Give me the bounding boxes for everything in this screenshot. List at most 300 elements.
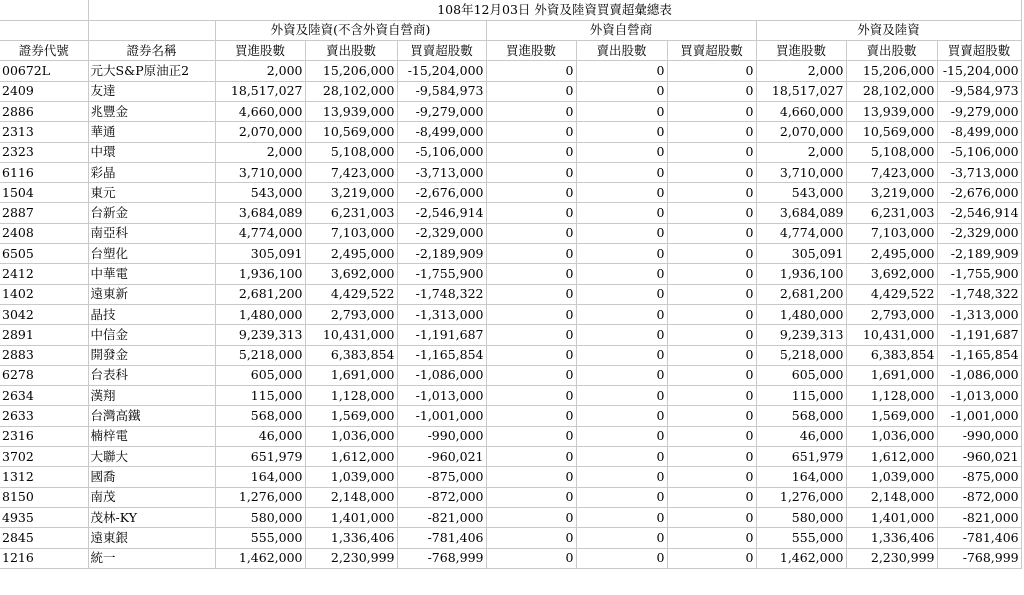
- cell-total-buy[interactable]: 3,684,089: [756, 203, 846, 223]
- cell-dealer-net[interactable]: 0: [667, 264, 756, 284]
- cell-sell[interactable]: 28,102,000: [305, 81, 397, 101]
- column-header-sell[interactable]: 賣出股數: [576, 41, 667, 61]
- cell-dealer-buy[interactable]: 0: [486, 345, 576, 365]
- cell-name[interactable]: 遠東新: [88, 284, 215, 304]
- cell-total-buy[interactable]: 605,000: [756, 365, 846, 385]
- cell-net[interactable]: -1,755,900: [397, 264, 486, 284]
- cell-code[interactable]: 2323: [0, 142, 88, 162]
- cell-sell[interactable]: 1,612,000: [305, 447, 397, 467]
- table-row: [0, 426, 1021, 446]
- cell-dealer-sell[interactable]: 0: [576, 244, 667, 264]
- cell-total-net[interactable]: -1,755,900: [937, 264, 1021, 284]
- cell-dealer-sell[interactable]: 0: [576, 365, 667, 385]
- cell-total-net[interactable]: -2,189,909: [937, 244, 1021, 264]
- cell-name[interactable]: 開發金: [88, 345, 215, 365]
- cell-total-net[interactable]: -2,676,000: [937, 183, 1021, 203]
- cell-name[interactable]: 兆豐金: [88, 101, 215, 121]
- cell-buy[interactable]: 305,091: [215, 244, 305, 264]
- cell-total-net[interactable]: -768,999: [937, 548, 1021, 568]
- blank-cell[interactable]: [0, 20, 88, 40]
- cell-total-buy[interactable]: 3,710,000: [756, 162, 846, 182]
- cell-buy[interactable]: 46,000: [215, 426, 305, 446]
- cell-net[interactable]: -875,000: [397, 467, 486, 487]
- cell-name[interactable]: 中環: [88, 142, 215, 162]
- cell-name[interactable]: 東元: [88, 183, 215, 203]
- cell-code[interactable]: 6278: [0, 365, 88, 385]
- cell-total-sell[interactable]: 10,569,000: [846, 122, 937, 142]
- cell-name[interactable]: 台灣高鐵: [88, 406, 215, 426]
- cell-total-sell[interactable]: 2,230,999: [846, 548, 937, 568]
- cell-total-sell[interactable]: 1,691,000: [846, 365, 937, 385]
- cell-name[interactable]: 中信金: [88, 325, 215, 345]
- cell-net[interactable]: -768,999: [397, 548, 486, 568]
- cell-net[interactable]: -1,165,854: [397, 345, 486, 365]
- cell-net[interactable]: -821,000: [397, 507, 486, 527]
- cell-net[interactable]: -1,013,000: [397, 386, 486, 406]
- cell-dealer-net[interactable]: 0: [667, 365, 756, 385]
- cell-dealer-net[interactable]: 0: [667, 406, 756, 426]
- cell-net[interactable]: -872,000: [397, 487, 486, 507]
- cell-dealer-buy[interactable]: 0: [486, 447, 576, 467]
- cell-buy[interactable]: 2,681,200: [215, 284, 305, 304]
- cell-dealer-net[interactable]: 0: [667, 487, 756, 507]
- cell-sell[interactable]: 1,569,000: [305, 406, 397, 426]
- cell-total-buy[interactable]: 2,070,000: [756, 122, 846, 142]
- cell-code[interactable]: 2409: [0, 81, 88, 101]
- cell-total-buy[interactable]: 2,000: [756, 61, 846, 81]
- table-row: [0, 467, 1021, 487]
- cell-name[interactable]: 台塑化: [88, 244, 215, 264]
- column-header-sell[interactable]: 賣出股數: [305, 41, 397, 61]
- cell-total-buy[interactable]: 4,774,000: [756, 223, 846, 243]
- column-header-code[interactable]: 證券代號: [0, 41, 88, 61]
- cell-code[interactable]: 6116: [0, 162, 88, 182]
- cell-total-net[interactable]: -990,000: [937, 426, 1021, 446]
- cell-sell[interactable]: 3,219,000: [305, 183, 397, 203]
- cell-buy[interactable]: 555,000: [215, 528, 305, 548]
- cell-name[interactable]: 台新金: [88, 203, 215, 223]
- cell-dealer-net[interactable]: 0: [667, 304, 756, 324]
- cell-total-buy[interactable]: 164,000: [756, 467, 846, 487]
- cell-dealer-buy[interactable]: 0: [486, 284, 576, 304]
- cell-dealer-sell[interactable]: 0: [576, 61, 667, 81]
- cell-dealer-net[interactable]: 0: [667, 183, 756, 203]
- cell-total-sell[interactable]: 10,431,000: [846, 325, 937, 345]
- cell-buy[interactable]: 543,000: [215, 183, 305, 203]
- cell-code[interactable]: 2316: [0, 426, 88, 446]
- cell-sell[interactable]: 2,495,000: [305, 244, 397, 264]
- cell-dealer-sell[interactable]: 0: [576, 447, 667, 467]
- cell-total-sell[interactable]: 1,612,000: [846, 447, 937, 467]
- cell-sell[interactable]: 1,401,000: [305, 507, 397, 527]
- cell-code[interactable]: 8150: [0, 487, 88, 507]
- cell-name[interactable]: 華通: [88, 122, 215, 142]
- cell-dealer-buy[interactable]: 0: [486, 528, 576, 548]
- cell-dealer-net[interactable]: 0: [667, 223, 756, 243]
- group-header-foreign-total[interactable]: 外資及陸資: [756, 20, 1021, 40]
- cell-dealer-sell[interactable]: 0: [576, 386, 667, 406]
- cell-total-sell[interactable]: 1,036,000: [846, 426, 937, 446]
- cell-total-net[interactable]: -821,000: [937, 507, 1021, 527]
- column-header-row: [0, 41, 1021, 61]
- cell-total-net[interactable]: -1,001,000: [937, 406, 1021, 426]
- cell-dealer-buy[interactable]: 0: [486, 223, 576, 243]
- cell-code[interactable]: 4935: [0, 507, 88, 527]
- sheet-title[interactable]: 108年12月03日 外資及陸資買賣超彙總表: [88, 0, 1021, 20]
- cell-total-sell[interactable]: 28,102,000: [846, 81, 937, 101]
- cell-total-net[interactable]: -15,204,000: [937, 61, 1021, 81]
- cell-net[interactable]: -960,021: [397, 447, 486, 467]
- cell-total-net[interactable]: -2,546,914: [937, 203, 1021, 223]
- cell-total-buy[interactable]: 651,979: [756, 447, 846, 467]
- cell-code[interactable]: 2634: [0, 386, 88, 406]
- cell-net[interactable]: -1,748,322: [397, 284, 486, 304]
- cell-buy[interactable]: 4,660,000: [215, 101, 305, 121]
- column-header-sell[interactable]: 賣出股數: [846, 41, 937, 61]
- cell-dealer-sell[interactable]: 0: [576, 264, 667, 284]
- cell-dealer-net[interactable]: 0: [667, 162, 756, 182]
- cell-total-buy[interactable]: 555,000: [756, 528, 846, 548]
- cell-dealer-sell[interactable]: 0: [576, 548, 667, 568]
- cell-dealer-buy[interactable]: 0: [486, 142, 576, 162]
- cell-code[interactable]: 6505: [0, 244, 88, 264]
- cell-sell[interactable]: 5,108,000: [305, 142, 397, 162]
- cell-sell[interactable]: 7,103,000: [305, 223, 397, 243]
- cell-name[interactable]: 友達: [88, 81, 215, 101]
- cell-dealer-sell[interactable]: 0: [576, 183, 667, 203]
- cell-total-buy[interactable]: 1,276,000: [756, 487, 846, 507]
- cell-total-net[interactable]: -872,000: [937, 487, 1021, 507]
- cell-buy[interactable]: 1,936,100: [215, 264, 305, 284]
- cell-code[interactable]: 1312: [0, 467, 88, 487]
- cell-code[interactable]: 3042: [0, 304, 88, 324]
- cell-total-sell[interactable]: 1,569,000: [846, 406, 937, 426]
- cell-code[interactable]: 2887: [0, 203, 88, 223]
- cell-total-sell[interactable]: 4,429,522: [846, 284, 937, 304]
- cell-buy[interactable]: 1,276,000: [215, 487, 305, 507]
- column-header-buy[interactable]: 買進股數: [756, 41, 846, 61]
- cell-dealer-sell[interactable]: 0: [576, 142, 667, 162]
- cell-dealer-buy[interactable]: 0: [486, 244, 576, 264]
- cell-sell[interactable]: 6,383,854: [305, 345, 397, 365]
- cell-dealer-sell[interactable]: 0: [576, 406, 667, 426]
- cell-dealer-buy[interactable]: 0: [486, 183, 576, 203]
- cell-name[interactable]: 國喬: [88, 467, 215, 487]
- cell-dealer-sell[interactable]: 0: [576, 304, 667, 324]
- cell-total-buy[interactable]: 1,480,000: [756, 304, 846, 324]
- column-header-buy[interactable]: 買進股數: [215, 41, 305, 61]
- cell-buy[interactable]: 580,000: [215, 507, 305, 527]
- cell-dealer-buy[interactable]: 0: [486, 325, 576, 345]
- cell-sell[interactable]: 6,231,003: [305, 203, 397, 223]
- cell-dealer-net[interactable]: 0: [667, 386, 756, 406]
- cell-total-sell[interactable]: 6,383,854: [846, 345, 937, 365]
- cell-code[interactable]: 1216: [0, 548, 88, 568]
- cell-dealer-sell[interactable]: 0: [576, 203, 667, 223]
- cell-net[interactable]: -8,499,000: [397, 122, 486, 142]
- cell-buy[interactable]: 2,070,000: [215, 122, 305, 142]
- cell-buy[interactable]: 3,684,089: [215, 203, 305, 223]
- cell-dealer-buy[interactable]: 0: [486, 203, 576, 223]
- cell-sell[interactable]: 1,128,000: [305, 386, 397, 406]
- cell-dealer-buy[interactable]: 0: [486, 162, 576, 182]
- cell-buy[interactable]: 2,000: [215, 61, 305, 81]
- cell-name[interactable]: 遠東銀: [88, 528, 215, 548]
- cell-dealer-sell[interactable]: 0: [576, 284, 667, 304]
- cell-dealer-net[interactable]: 0: [667, 467, 756, 487]
- cell-dealer-net[interactable]: 0: [667, 81, 756, 101]
- cell-dealer-sell[interactable]: 0: [576, 345, 667, 365]
- cell-net[interactable]: -2,546,914: [397, 203, 486, 223]
- cell-total-net[interactable]: -9,584,973: [937, 81, 1021, 101]
- cell-code[interactable]: 1504: [0, 183, 88, 203]
- column-header-net[interactable]: 買賣超股數: [397, 41, 486, 61]
- cell-net[interactable]: -990,000: [397, 426, 486, 446]
- cell-dealer-net[interactable]: 0: [667, 244, 756, 264]
- cell-total-sell[interactable]: 7,423,000: [846, 162, 937, 182]
- cell-dealer-buy[interactable]: 0: [486, 487, 576, 507]
- cell-buy[interactable]: 18,517,027: [215, 81, 305, 101]
- cell-dealer-net[interactable]: 0: [667, 426, 756, 446]
- cell-dealer-net[interactable]: 0: [667, 548, 756, 568]
- cell-dealer-sell[interactable]: 0: [576, 81, 667, 101]
- cell-name[interactable]: 元大S&P原油正2: [88, 61, 215, 81]
- cell-dealer-net[interactable]: 0: [667, 528, 756, 548]
- cell-buy[interactable]: 2,000: [215, 142, 305, 162]
- cell-total-buy[interactable]: 46,000: [756, 426, 846, 446]
- cell-net[interactable]: -1,313,000: [397, 304, 486, 324]
- group-header-foreign-excl-dealer[interactable]: 外資及陸資(不含外資自營商): [215, 20, 486, 40]
- cell-dealer-buy[interactable]: 0: [486, 101, 576, 121]
- cell-total-sell[interactable]: 13,939,000: [846, 101, 937, 121]
- cell-total-net[interactable]: -3,713,000: [937, 162, 1021, 182]
- cell-sell[interactable]: 2,793,000: [305, 304, 397, 324]
- cell-dealer-buy[interactable]: 0: [486, 61, 576, 81]
- cell-dealer-sell[interactable]: 0: [576, 122, 667, 142]
- cell-dealer-buy[interactable]: 0: [486, 122, 576, 142]
- cell-code[interactable]: 2633: [0, 406, 88, 426]
- cell-sell[interactable]: 1,691,000: [305, 365, 397, 385]
- cell-total-sell[interactable]: 7,103,000: [846, 223, 937, 243]
- cell-buy[interactable]: 4,774,000: [215, 223, 305, 243]
- cell-code[interactable]: 2313: [0, 122, 88, 142]
- cell-total-net[interactable]: -1,165,854: [937, 345, 1021, 365]
- cell-dealer-sell[interactable]: 0: [576, 528, 667, 548]
- cell-total-sell[interactable]: 1,039,000: [846, 467, 937, 487]
- cell-dealer-net[interactable]: 0: [667, 61, 756, 81]
- cell-total-net[interactable]: -1,086,000: [937, 365, 1021, 385]
- cell-total-buy[interactable]: 1,936,100: [756, 264, 846, 284]
- cell-dealer-buy[interactable]: 0: [486, 406, 576, 426]
- cell-name[interactable]: 南亞科: [88, 223, 215, 243]
- column-header-buy[interactable]: 買進股數: [486, 41, 576, 61]
- cell-total-sell[interactable]: 5,108,000: [846, 142, 937, 162]
- cell-dealer-buy[interactable]: 0: [486, 426, 576, 446]
- cell-total-sell[interactable]: 3,219,000: [846, 183, 937, 203]
- cell-net[interactable]: -1,191,687: [397, 325, 486, 345]
- cell-code[interactable]: 2883: [0, 345, 88, 365]
- cell-total-buy[interactable]: 580,000: [756, 507, 846, 527]
- cell-dealer-sell[interactable]: 0: [576, 223, 667, 243]
- cell-total-sell[interactable]: 2,148,000: [846, 487, 937, 507]
- cell-dealer-buy[interactable]: 0: [486, 365, 576, 385]
- cell-net[interactable]: -2,676,000: [397, 183, 486, 203]
- cell-total-net[interactable]: -8,499,000: [937, 122, 1021, 142]
- cell-sell[interactable]: 15,206,000: [305, 61, 397, 81]
- cell-buy[interactable]: 3,710,000: [215, 162, 305, 182]
- cell-dealer-buy[interactable]: 0: [486, 467, 576, 487]
- cell-buy[interactable]: 1,462,000: [215, 548, 305, 568]
- blank-cell[interactable]: [0, 0, 88, 20]
- cell-dealer-buy[interactable]: 0: [486, 386, 576, 406]
- cell-total-buy[interactable]: 305,091: [756, 244, 846, 264]
- cell-name[interactable]: 彩晶: [88, 162, 215, 182]
- cell-sell[interactable]: 1,039,000: [305, 467, 397, 487]
- cell-dealer-net[interactable]: 0: [667, 101, 756, 121]
- cell-code[interactable]: 00672L: [0, 61, 88, 81]
- cell-total-net[interactable]: -1,013,000: [937, 386, 1021, 406]
- cell-dealer-sell[interactable]: 0: [576, 325, 667, 345]
- column-header-name[interactable]: 證券名稱: [88, 41, 215, 61]
- table-row: [0, 142, 1021, 162]
- cell-dealer-net[interactable]: 0: [667, 507, 756, 527]
- cell-buy[interactable]: 9,239,313: [215, 325, 305, 345]
- cell-name[interactable]: 南茂: [88, 487, 215, 507]
- cell-total-sell[interactable]: 1,128,000: [846, 386, 937, 406]
- cell-total-buy[interactable]: 568,000: [756, 406, 846, 426]
- cell-dealer-net[interactable]: 0: [667, 284, 756, 304]
- cell-total-sell[interactable]: 2,495,000: [846, 244, 937, 264]
- cell-net[interactable]: -5,106,000: [397, 142, 486, 162]
- cell-dealer-net[interactable]: 0: [667, 122, 756, 142]
- cell-net[interactable]: -15,204,000: [397, 61, 486, 81]
- cell-total-buy[interactable]: 115,000: [756, 386, 846, 406]
- table-row: [0, 507, 1021, 527]
- cell-name[interactable]: 楠梓電: [88, 426, 215, 446]
- cell-total-net[interactable]: -1,313,000: [937, 304, 1021, 324]
- cell-dealer-buy[interactable]: 0: [486, 548, 576, 568]
- group-header-foreign-dealer[interactable]: 外資自營商: [486, 20, 756, 40]
- cell-name[interactable]: 晶技: [88, 304, 215, 324]
- cell-dealer-net[interactable]: 0: [667, 447, 756, 467]
- column-header-net[interactable]: 買賣超股數: [667, 41, 756, 61]
- cell-net[interactable]: -781,406: [397, 528, 486, 548]
- cell-sell[interactable]: 7,423,000: [305, 162, 397, 182]
- cell-total-buy[interactable]: 543,000: [756, 183, 846, 203]
- cell-dealer-net[interactable]: 0: [667, 345, 756, 365]
- cell-total-buy[interactable]: 2,000: [756, 142, 846, 162]
- cell-total-buy[interactable]: 5,218,000: [756, 345, 846, 365]
- cell-total-sell[interactable]: 2,793,000: [846, 304, 937, 324]
- column-header-net[interactable]: 買賣超股數: [937, 41, 1021, 61]
- cell-total-net[interactable]: -960,021: [937, 447, 1021, 467]
- cell-buy[interactable]: 1,480,000: [215, 304, 305, 324]
- cell-dealer-net[interactable]: 0: [667, 325, 756, 345]
- cell-buy[interactable]: 164,000: [215, 467, 305, 487]
- cell-total-sell[interactable]: 1,336,406: [846, 528, 937, 548]
- cell-sell[interactable]: 13,939,000: [305, 101, 397, 121]
- cell-sell[interactable]: 2,148,000: [305, 487, 397, 507]
- cell-dealer-sell[interactable]: 0: [576, 507, 667, 527]
- cell-dealer-net[interactable]: 0: [667, 203, 756, 223]
- cell-net[interactable]: -1,001,000: [397, 406, 486, 426]
- cell-code[interactable]: 2845: [0, 528, 88, 548]
- cell-code[interactable]: 3702: [0, 447, 88, 467]
- cell-buy[interactable]: 5,218,000: [215, 345, 305, 365]
- cell-total-net[interactable]: -5,106,000: [937, 142, 1021, 162]
- cell-dealer-buy[interactable]: 0: [486, 304, 576, 324]
- cell-total-net[interactable]: -781,406: [937, 528, 1021, 548]
- cell-code[interactable]: 2886: [0, 101, 88, 121]
- cell-dealer-buy[interactable]: 0: [486, 264, 576, 284]
- cell-dealer-net[interactable]: 0: [667, 142, 756, 162]
- cell-name[interactable]: 漢翔: [88, 386, 215, 406]
- cell-sell[interactable]: 2,230,999: [305, 548, 397, 568]
- cell-total-sell[interactable]: 6,231,003: [846, 203, 937, 223]
- cell-net[interactable]: -2,189,909: [397, 244, 486, 264]
- cell-buy[interactable]: 115,000: [215, 386, 305, 406]
- cell-dealer-buy[interactable]: 0: [486, 81, 576, 101]
- cell-total-net[interactable]: -9,279,000: [937, 101, 1021, 121]
- cell-dealer-sell[interactable]: 0: [576, 467, 667, 487]
- cell-total-net[interactable]: -1,748,322: [937, 284, 1021, 304]
- cell-net[interactable]: -1,086,000: [397, 365, 486, 385]
- cell-dealer-buy[interactable]: 0: [486, 507, 576, 527]
- cell-name[interactable]: 大聯大: [88, 447, 215, 467]
- cell-total-sell[interactable]: 15,206,000: [846, 61, 937, 81]
- table-row: [0, 548, 1021, 568]
- cell-sell[interactable]: 4,429,522: [305, 284, 397, 304]
- cell-sell[interactable]: 1,036,000: [305, 426, 397, 446]
- cell-name[interactable]: 台表科: [88, 365, 215, 385]
- cell-name[interactable]: 統一: [88, 548, 215, 568]
- cell-net[interactable]: -9,279,000: [397, 101, 486, 121]
- cell-dealer-sell[interactable]: 0: [576, 101, 667, 121]
- cell-dealer-sell[interactable]: 0: [576, 162, 667, 182]
- cell-dealer-sell[interactable]: 0: [576, 426, 667, 446]
- cell-net[interactable]: -2,329,000: [397, 223, 486, 243]
- cell-total-buy[interactable]: 4,660,000: [756, 101, 846, 121]
- cell-net[interactable]: -9,584,973: [397, 81, 486, 101]
- cell-total-buy[interactable]: 18,517,027: [756, 81, 846, 101]
- cell-code[interactable]: 1402: [0, 284, 88, 304]
- cell-total-buy[interactable]: 1,462,000: [756, 548, 846, 568]
- cell-total-net[interactable]: -2,329,000: [937, 223, 1021, 243]
- cell-name[interactable]: 中華電: [88, 264, 215, 284]
- cell-total-buy[interactable]: 9,239,313: [756, 325, 846, 345]
- cell-buy[interactable]: 568,000: [215, 406, 305, 426]
- cell-total-net[interactable]: -875,000: [937, 467, 1021, 487]
- cell-total-buy[interactable]: 2,681,200: [756, 284, 846, 304]
- cell-dealer-sell[interactable]: 0: [576, 487, 667, 507]
- cell-code[interactable]: 2408: [0, 223, 88, 243]
- cell-sell[interactable]: 1,336,406: [305, 528, 397, 548]
- cell-sell[interactable]: 3,692,000: [305, 264, 397, 284]
- cell-code[interactable]: 2412: [0, 264, 88, 284]
- cell-total-sell[interactable]: 3,692,000: [846, 264, 937, 284]
- cell-name[interactable]: 茂林-KY: [88, 507, 215, 527]
- cell-sell[interactable]: 10,569,000: [305, 122, 397, 142]
- cell-net[interactable]: -3,713,000: [397, 162, 486, 182]
- cell-buy[interactable]: 651,979: [215, 447, 305, 467]
- table-row: [0, 365, 1021, 385]
- cell-total-net[interactable]: -1,191,687: [937, 325, 1021, 345]
- cell-sell[interactable]: 10,431,000: [305, 325, 397, 345]
- cell-buy[interactable]: 605,000: [215, 365, 305, 385]
- blank-cell[interactable]: [88, 20, 215, 40]
- cell-code[interactable]: 2891: [0, 325, 88, 345]
- cell-total-sell[interactable]: 1,401,000: [846, 507, 937, 527]
